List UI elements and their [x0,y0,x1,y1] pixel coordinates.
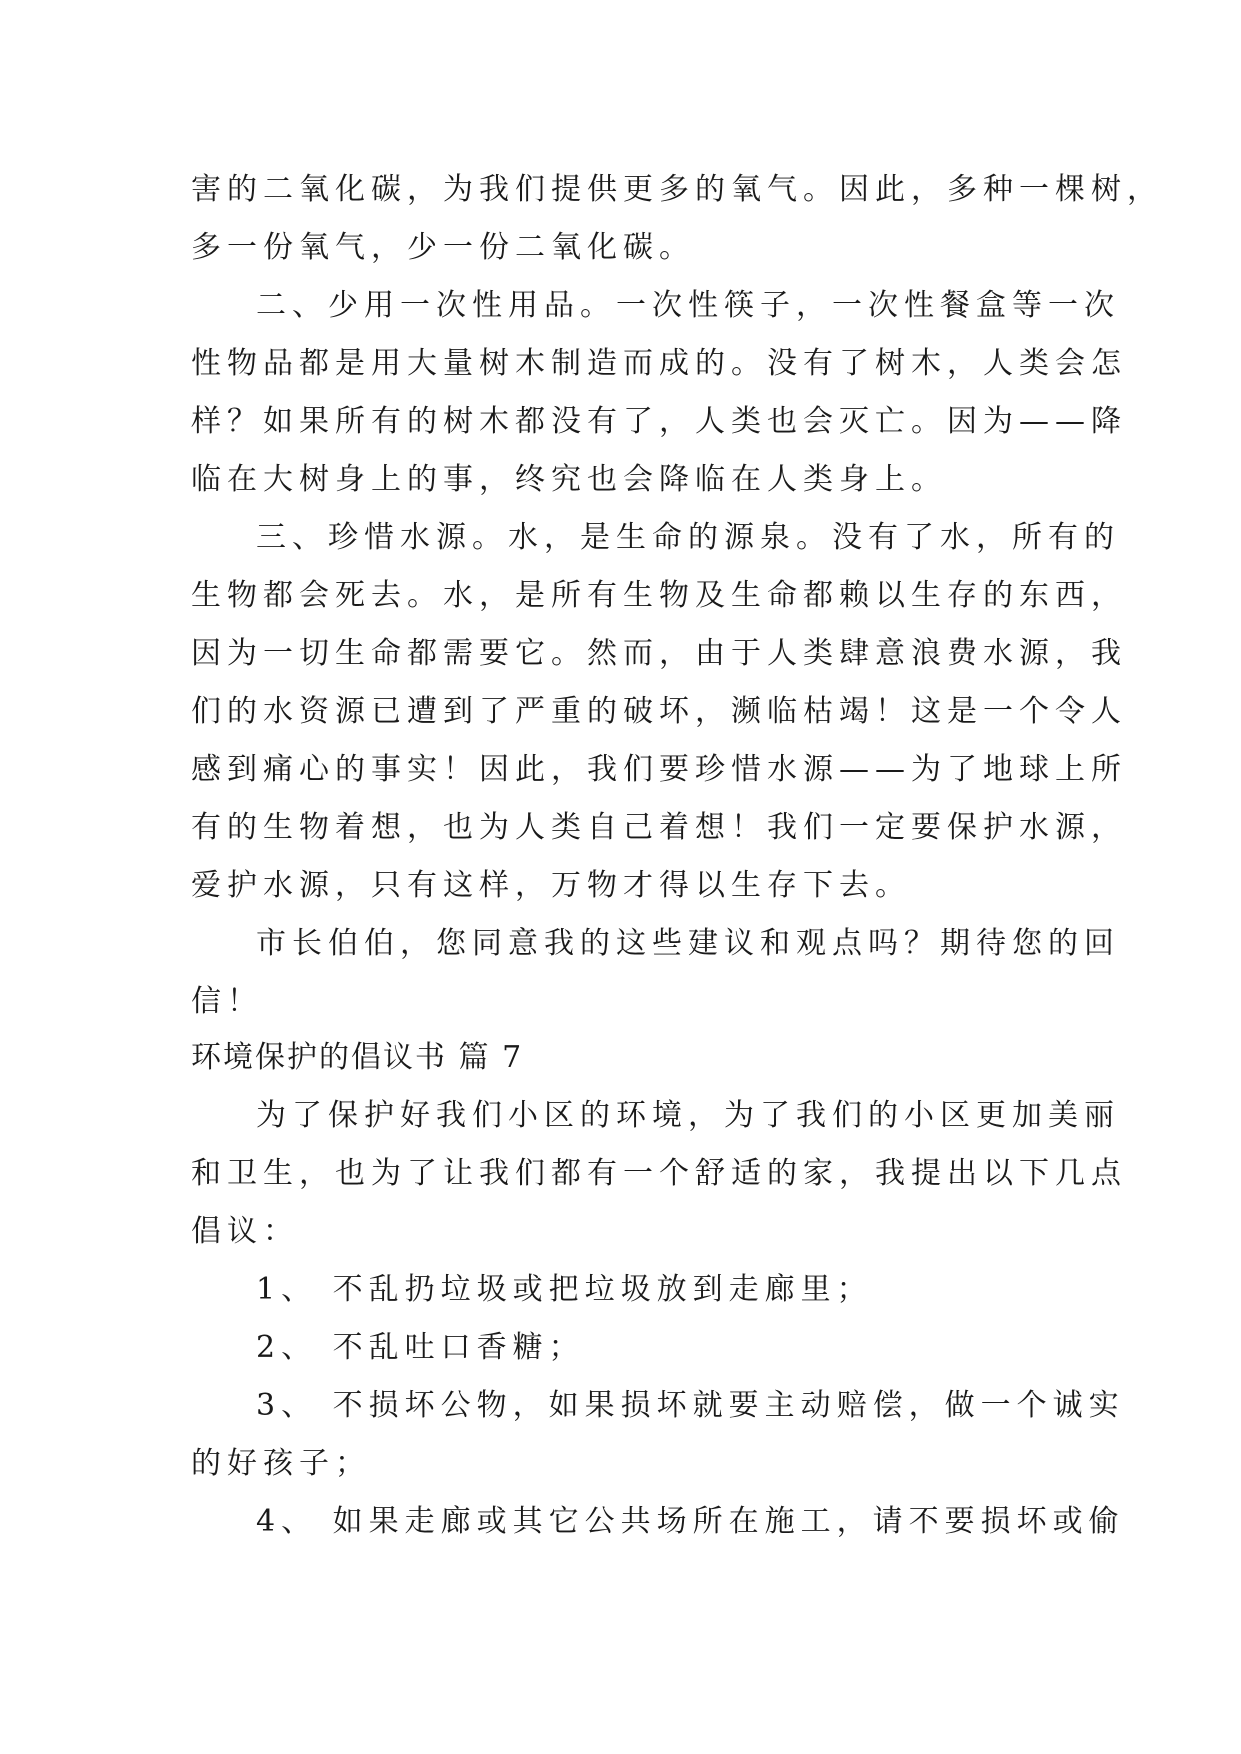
text-line: 有的生物着想，也为人类自己着想！我们一定要保护水源， [191,810,1127,845]
text-line: 感到痛心的事实！因此，我们要珍惜水源——为了地球上所 [191,752,1127,787]
list-item: 1、 不乱扔垃圾或把垃圾放到走廊里； [256,1272,873,1307]
text-line: 临在大树身上的事，终究也会降临在人类身上。 [191,462,947,497]
text-line: 倡议： [191,1214,299,1249]
text-line: 三、珍惜水源。水，是生命的源泉。没有了水，所有的 [256,520,1120,555]
text-line: 爱护水源，只有这样，万物才得以生存下去。 [191,868,911,903]
list-item: 2、 不乱吐口香糖； [256,1330,585,1365]
text-line: 性物品都是用大量树木制造而成的。没有了树木，人类会怎 [191,346,1127,381]
text-line: 多一份氧气，少一份二氧化碳。 [191,230,695,265]
text-line: 生物都会死去。水，是所有生物及生命都赖以生存的东西， [191,578,1127,613]
text-line: 为了保护好我们小区的环境，为了我们的小区更加美丽 [256,1098,1120,1133]
list-item: 3、 不损坏公物，如果损坏就要主动赔偿，做一个诚实 [256,1388,1125,1423]
text-line: 因为一切生命都需要它。然而，由于人类肆意浪费水源，我 [191,636,1127,671]
text-line: 们的水资源已遭到了严重的破坏，濒临枯竭！这是一个令人 [191,694,1127,729]
text-line: 和卫生，也为了让我们都有一个舒适的家，我提出以下几点 [191,1156,1127,1191]
text-line: 市长伯伯，您同意我的这些建议和观点吗？期待您的回 [256,926,1120,961]
text-line: 样？如果所有的树木都没有了，人类也会灭亡。因为——降 [191,404,1127,439]
text-line: 二、少用一次性用品。一次性筷子，一次性餐盒等一次 [256,288,1120,323]
text-line: 害的二氧化碳，为我们提供更多的氧气。因此，多种一棵树， [191,172,1163,207]
section-heading: 环境保护的倡议书 篇 7 [191,1040,524,1075]
text-line: 信！ [191,984,263,1019]
text-line: 的好孩子； [191,1446,371,1481]
list-item: 4、 如果走廊或其它公共场所在施工，请不要损坏或偷 [256,1504,1125,1539]
